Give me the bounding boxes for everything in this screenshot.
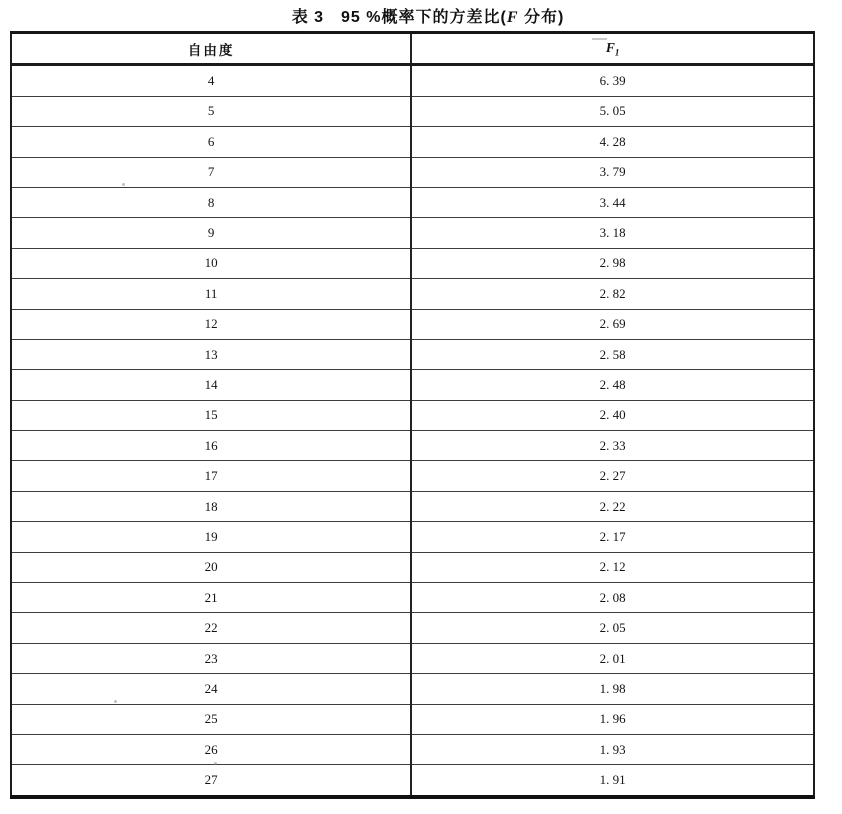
f-value-cell: 2. 08	[411, 583, 814, 613]
f-value-cell: 3. 18	[411, 218, 814, 248]
degrees-of-freedom-cell: 17	[11, 461, 411, 491]
table-row	[11, 491, 814, 521]
table-row	[11, 704, 814, 734]
f-value-cell: 2. 12	[411, 552, 814, 582]
table-row	[11, 279, 814, 309]
degrees-of-freedom-cell: 21	[11, 583, 411, 613]
f-value-cell: 2. 98	[411, 248, 814, 278]
degrees-of-freedom-cell: 18	[11, 491, 411, 521]
f-value-cell: 1. 96	[411, 704, 814, 734]
f-value-cell: 2. 40	[411, 400, 814, 430]
table-row	[11, 431, 814, 461]
degrees-of-freedom-cell: 7	[11, 157, 411, 187]
table-head	[11, 33, 814, 65]
f-value-cell: 6. 39	[411, 65, 814, 96]
header-f-symbol: F	[605, 39, 615, 55]
table-header-row	[11, 33, 814, 65]
degrees-of-freedom-cell: 10	[11, 248, 411, 278]
caption-suffix: 分布)	[518, 9, 565, 26]
table-row	[11, 643, 814, 673]
f-value-cell: 5. 05	[411, 96, 814, 126]
table-row	[11, 157, 814, 187]
table-row	[11, 339, 814, 369]
degrees-of-freedom-cell: 4	[11, 65, 411, 96]
f-value-cell: 2. 27	[411, 461, 814, 491]
degrees-of-freedom-cell: 23	[11, 643, 411, 673]
f-distribution-table	[10, 31, 815, 799]
table-row	[11, 522, 814, 552]
f-value-cell: 2. 01	[411, 643, 814, 673]
table-row	[11, 127, 814, 157]
table-row	[11, 309, 814, 339]
header-f-subscript: 1	[614, 47, 620, 58]
degrees-of-freedom-cell: 5	[11, 96, 411, 126]
scan-artifact	[214, 762, 217, 765]
degrees-of-freedom-cell: 22	[11, 613, 411, 643]
scan-artifact	[592, 38, 607, 40]
f-value-cell: 1. 91	[411, 765, 814, 797]
degrees-of-freedom-cell: 25	[11, 704, 411, 734]
f-value-cell: 4. 28	[411, 127, 814, 157]
table-body	[11, 65, 814, 797]
degrees-of-freedom-cell: 6	[11, 127, 411, 157]
table-row	[11, 613, 814, 643]
table-row	[11, 218, 814, 248]
table-row	[11, 400, 814, 430]
degrees-of-freedom-cell: 27	[11, 765, 411, 797]
f-value-cell: 2. 48	[411, 370, 814, 400]
table-row	[11, 583, 814, 613]
scan-artifact	[122, 183, 125, 186]
degrees-of-freedom-cell: 9	[11, 218, 411, 248]
degrees-of-freedom-cell: 20	[11, 552, 411, 582]
degrees-of-freedom-cell: 11	[11, 279, 411, 309]
degrees-of-freedom-cell: 15	[11, 400, 411, 430]
degrees-of-freedom-cell: 12	[11, 309, 411, 339]
degrees-of-freedom-cell: 26	[11, 734, 411, 764]
scan-artifact	[114, 700, 117, 703]
degrees-of-freedom-cell: 19	[11, 522, 411, 552]
degrees-of-freedom-cell: 24	[11, 674, 411, 704]
table-row	[11, 461, 814, 491]
degrees-of-freedom-cell: 8	[11, 187, 411, 217]
table-row	[11, 765, 814, 797]
degrees-of-freedom-cell: 16	[11, 431, 411, 461]
f-value-cell: 2. 17	[411, 522, 814, 552]
caption-prefix: 表 3 95 %概率下的方差比(	[291, 9, 507, 26]
f-value-cell: 3. 44	[411, 187, 814, 217]
f-value-cell: 2. 58	[411, 339, 814, 369]
caption-f-symbol: F	[506, 9, 519, 26]
f-value-cell: 1. 98	[411, 674, 814, 704]
f-value-cell: 1. 93	[411, 734, 814, 764]
table-row	[11, 370, 814, 400]
f-value-cell: 2. 05	[411, 613, 814, 643]
table-row	[11, 187, 814, 217]
f-value-cell: 2. 33	[411, 431, 814, 461]
table-row	[11, 734, 814, 764]
f-value-cell: 3. 79	[411, 157, 814, 187]
table-row	[11, 96, 814, 126]
header-degrees-of-freedom: 自由度	[11, 33, 411, 65]
degrees-of-freedom-cell: 14	[11, 370, 411, 400]
table-row	[11, 552, 814, 582]
f-value-cell: 2. 82	[411, 279, 814, 309]
table-row	[11, 674, 814, 704]
table-row	[11, 248, 814, 278]
f-value-cell: 2. 69	[411, 309, 814, 339]
header-f1	[411, 33, 814, 65]
degrees-of-freedom-cell: 13	[11, 339, 411, 369]
table-caption	[0, 4, 842, 27]
table-row	[11, 65, 814, 96]
f-value-cell: 2. 22	[411, 491, 814, 521]
